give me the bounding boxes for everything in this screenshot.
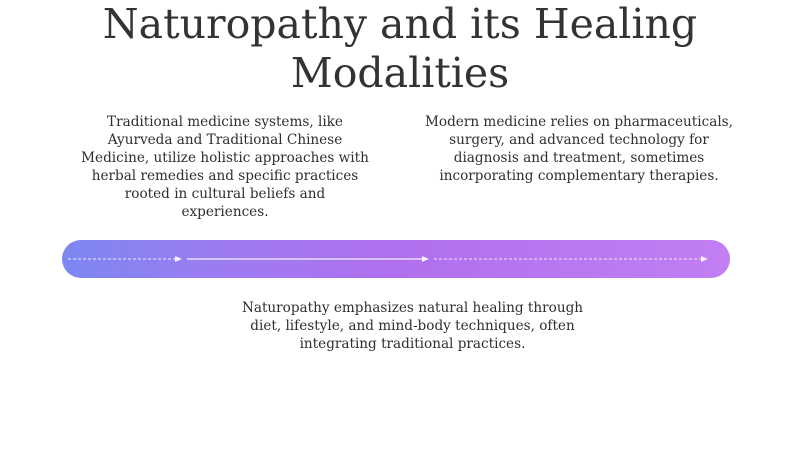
- page-title: Naturopathy and its Healing Modalities: [102, 0, 698, 97]
- arrow-head-middle: [422, 256, 429, 262]
- traditional-medicine-text: Traditional medicine systems, like Ayurveda and Traditional Chinese Medicine, utilize holistic approaches with herbal remedies and specific practices rooted in cultural beliefs and experiences.: [81, 114, 369, 220]
- timeline-arrows: [62, 240, 730, 278]
- naturopathy-text: Naturopathy emphasizes natural healing through diet, lifestyle, and mind-body techniques, often integrating traditional practices.: [241, 300, 584, 352]
- arrow-head-right: [701, 256, 708, 262]
- modern-medicine-text: Modern medicine relies on pharmaceuticals, surgery, and advanced technology for diagnosis and treatment, sometimes incorporating complementary therapies.: [425, 114, 733, 184]
- arrow-head-left: [175, 256, 182, 262]
